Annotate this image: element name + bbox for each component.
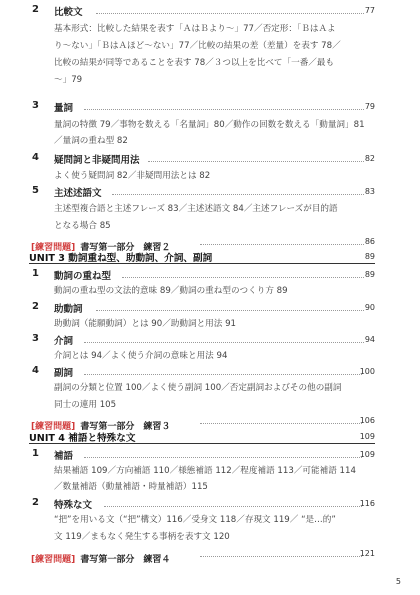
page-number: 79	[364, 102, 375, 111]
exercise-entry[interactable]	[31, 547, 170, 566]
entry-description: 比較の結果が同等であることを表す 78／３つ以上を比べて「一番／最も	[54, 58, 335, 68]
item-number: 3	[32, 333, 39, 344]
exercise-bracket-label: [練習問題]	[31, 555, 76, 565]
toc-entry-title[interactable]: 主述述語文	[54, 188, 102, 199]
item-number: 5	[32, 185, 39, 196]
dot-leader	[148, 161, 364, 162]
entry-description: 結果補語 109／方向補語 110／様態補語 112／程度補語 113／可能補語 114	[54, 466, 356, 476]
exercise-title: 書写第一部分 練習４	[80, 555, 171, 565]
entry-description: 副詞の分類と位置 100／よく使う副詞 100／否定副詞およびその他の副詞	[54, 383, 342, 393]
dot-leader	[84, 374, 362, 375]
unit-divider	[29, 263, 375, 264]
toc-entry-title[interactable]: 比較文	[54, 7, 83, 18]
entry-description: 動詞の重ね型の文法的意味 89／動詞の重ね型のつくり方 89	[54, 286, 288, 296]
toc-entry-title[interactable]: 補語	[54, 451, 74, 462]
entry-description: 基本形式：比較した結果を表す「ＡはＢより～」77／否定形：「ＢはＡよ	[54, 24, 336, 34]
dot-leader	[96, 13, 364, 14]
dot-leader	[84, 457, 362, 458]
dot-leader	[122, 277, 364, 278]
page-number: 100	[359, 367, 375, 376]
page-number: 109	[359, 450, 375, 459]
item-number: 1	[32, 448, 39, 459]
entry-description: 文 119／まもなく発生する事柄を表す文 120	[54, 532, 230, 542]
item-number: 4	[32, 152, 39, 163]
entry-description: 主述型複合語と主述フレーズ 83／主述述語文 84／主述フレーズが目的語	[54, 204, 338, 214]
entry-description: 同士の連用 105	[54, 400, 117, 410]
exercise-title: 書写第一部分 練習２	[80, 243, 171, 253]
dot-leader	[104, 506, 362, 507]
page-number: 116	[359, 499, 375, 508]
page-number: 90	[364, 303, 375, 312]
item-number: 1	[32, 268, 39, 279]
dot-leader	[96, 310, 364, 311]
page-number: 106	[359, 416, 375, 425]
page-number: 86	[364, 237, 375, 246]
toc-entry-title[interactable]: 介詞	[54, 336, 74, 347]
unit-heading[interactable]: UNIT 4 補語と特殊な文	[29, 433, 136, 444]
page-number: 83	[364, 187, 375, 196]
toc-entry-title[interactable]: 特殊な文	[54, 500, 93, 511]
entry-description: ／量詞の重ね型 82	[54, 136, 128, 146]
entry-description: ／数量補語（動量補語・時量補語）115	[54, 482, 208, 492]
toc-entry-title[interactable]: 量詞	[54, 103, 74, 114]
entry-description: ～」79	[54, 75, 83, 85]
entry-description: 介詞とは 94／よく使う介詞の意味と用法 94	[54, 351, 228, 361]
entry-description: となる場合 85	[54, 221, 111, 231]
page-number: 89	[364, 270, 375, 279]
entry-description: 量詞の特徴 79／事物を数える「名量詞」80／動作の回数を数える「動量詞」81	[54, 120, 365, 130]
item-number: 2	[32, 301, 39, 312]
item-number: 4	[32, 365, 39, 376]
entry-description: 助動詞（能願動詞）とは 90／助動詞と用法 91	[54, 319, 237, 329]
page-number: 82	[364, 154, 375, 163]
unit-heading[interactable]: UNIT 3 動詞重ね型、助動詞、介詞、副詞	[29, 253, 213, 264]
entry-description: “把”を用いる文（“把”構文）116／受身文 118／存現文 119／ “是…的”	[54, 515, 336, 525]
exercise-bracket-label: [練習問題]	[31, 243, 76, 253]
dot-leader	[112, 194, 364, 195]
page-number: 89	[364, 252, 375, 261]
toc-entry-title[interactable]: 助動詞	[54, 304, 83, 315]
exercise-bracket-label: [練習問題]	[31, 422, 76, 432]
entry-description: り～ない」「ＢはＡほど～ない」77／比較の結果の差（差量）を表す 78／	[54, 41, 341, 51]
toc-entry-title[interactable]: 疑問詞と非疑問用法	[54, 155, 140, 166]
entry-description: よく使う疑問詞 82／非疑問用法とは 82	[54, 171, 211, 181]
unit-divider	[29, 443, 375, 444]
page-number: 94	[364, 335, 375, 344]
footer-page-number: 5	[395, 577, 401, 586]
item-number: 2	[32, 497, 39, 508]
toc-entry-title[interactable]: 副詞	[54, 368, 74, 379]
item-number: 3	[32, 100, 39, 111]
dot-leader	[84, 342, 364, 343]
dot-leader	[84, 109, 364, 110]
page-number: 109	[359, 432, 375, 441]
page-number: 121	[359, 549, 375, 558]
item-number: 2	[32, 4, 39, 15]
toc-entry-title[interactable]: 動詞の重ね型	[54, 271, 112, 282]
page-number: 77	[364, 6, 375, 15]
exercise-title: 書写第一部分 練習３	[80, 422, 171, 432]
